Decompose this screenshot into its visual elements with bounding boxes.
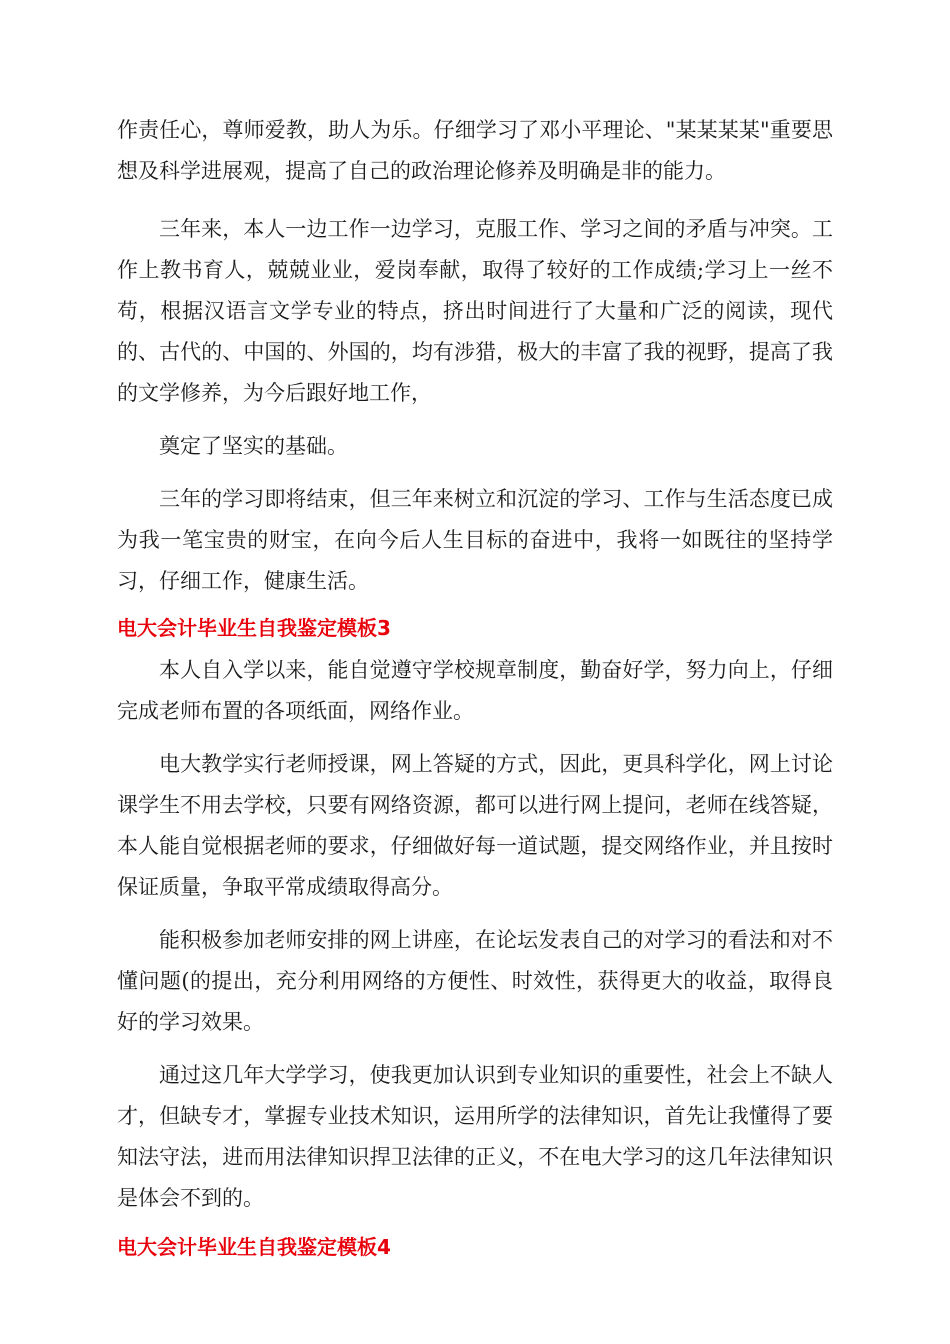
document-body <box>117 110 833 1269</box>
section-heading-3: 电大会计毕业生自我鉴定模板3 <box>117 616 391 640</box>
paragraph-continued: 作责任心，尊师爱教，助人为乐。仔细学习了邓小平理论、"某某某某"重要思想及科学进展观，提高了自己的政治理论修养及明确是非的能力。 <box>117 118 833 183</box>
paragraph: 电大教学实行老师授课，网上答疑的方式，因此，更具科学化，网上讨论课学生不用去学校，只要有网络资源，都可以进行网上提问，老师在线答疑，本人能自觉根据老师的要求，仔细做好每一道试题，提交网络作业，并且按时保证质量，争取平常成绩取得高分。 <box>117 752 833 899</box>
section-heading-4: 电大会计毕业生自我鉴定模板4 <box>117 1235 391 1259</box>
paragraph: 三年的学习即将结束，但三年来树立和沉淀的学习、工作与生活态度已成为我一笔宝贵的财宝，在向今后人生目标的奋进中，我将一如既往的坚持学习，仔细工作，健康生活。 <box>117 487 833 593</box>
paragraph: 三年来，本人一边工作一边学习，克服工作、学习之间的矛盾与冲突。工作上教书育人，兢兢业业，爱岗奉献，取得了较好的工作成绩;学习上一丝不苟，根据汉语言文学专业的特点，挤出时间进行了大量和广泛的阅读，现代的、古代的、中国的、外国的，均有涉猎，极大的丰富了我的视野，提高了我的文学修养，为今后跟好地工作， <box>117 217 833 405</box>
paragraph: 能积极参加老师安排的网上讲座，在论坛发表自己的对学习的看法和对不懂问题(的提出，充分利用网络的方便性、时效性，获得更大的收益，取得良好的学习效果。 <box>117 928 833 1034</box>
paragraph: 本人自入学以来，能自觉遵守学校规章制度，勤奋好学，努力向上，仔细完成老师布置的各项纸面，网络作业。 <box>117 658 833 723</box>
paragraph: 奠定了坚实的基础。 <box>159 434 348 458</box>
paragraph: 通过这几年大学学习，使我更加认识到专业知识的重要性，社会上不缺人才，但缺专才，掌握专业技术知识，运用所学的法律知识，首先让我懂得了要知法守法，进而用法律知识捍卫法律的正义，不在电大学习的这几年法律知识是体会不到的。 <box>117 1063 833 1210</box>
